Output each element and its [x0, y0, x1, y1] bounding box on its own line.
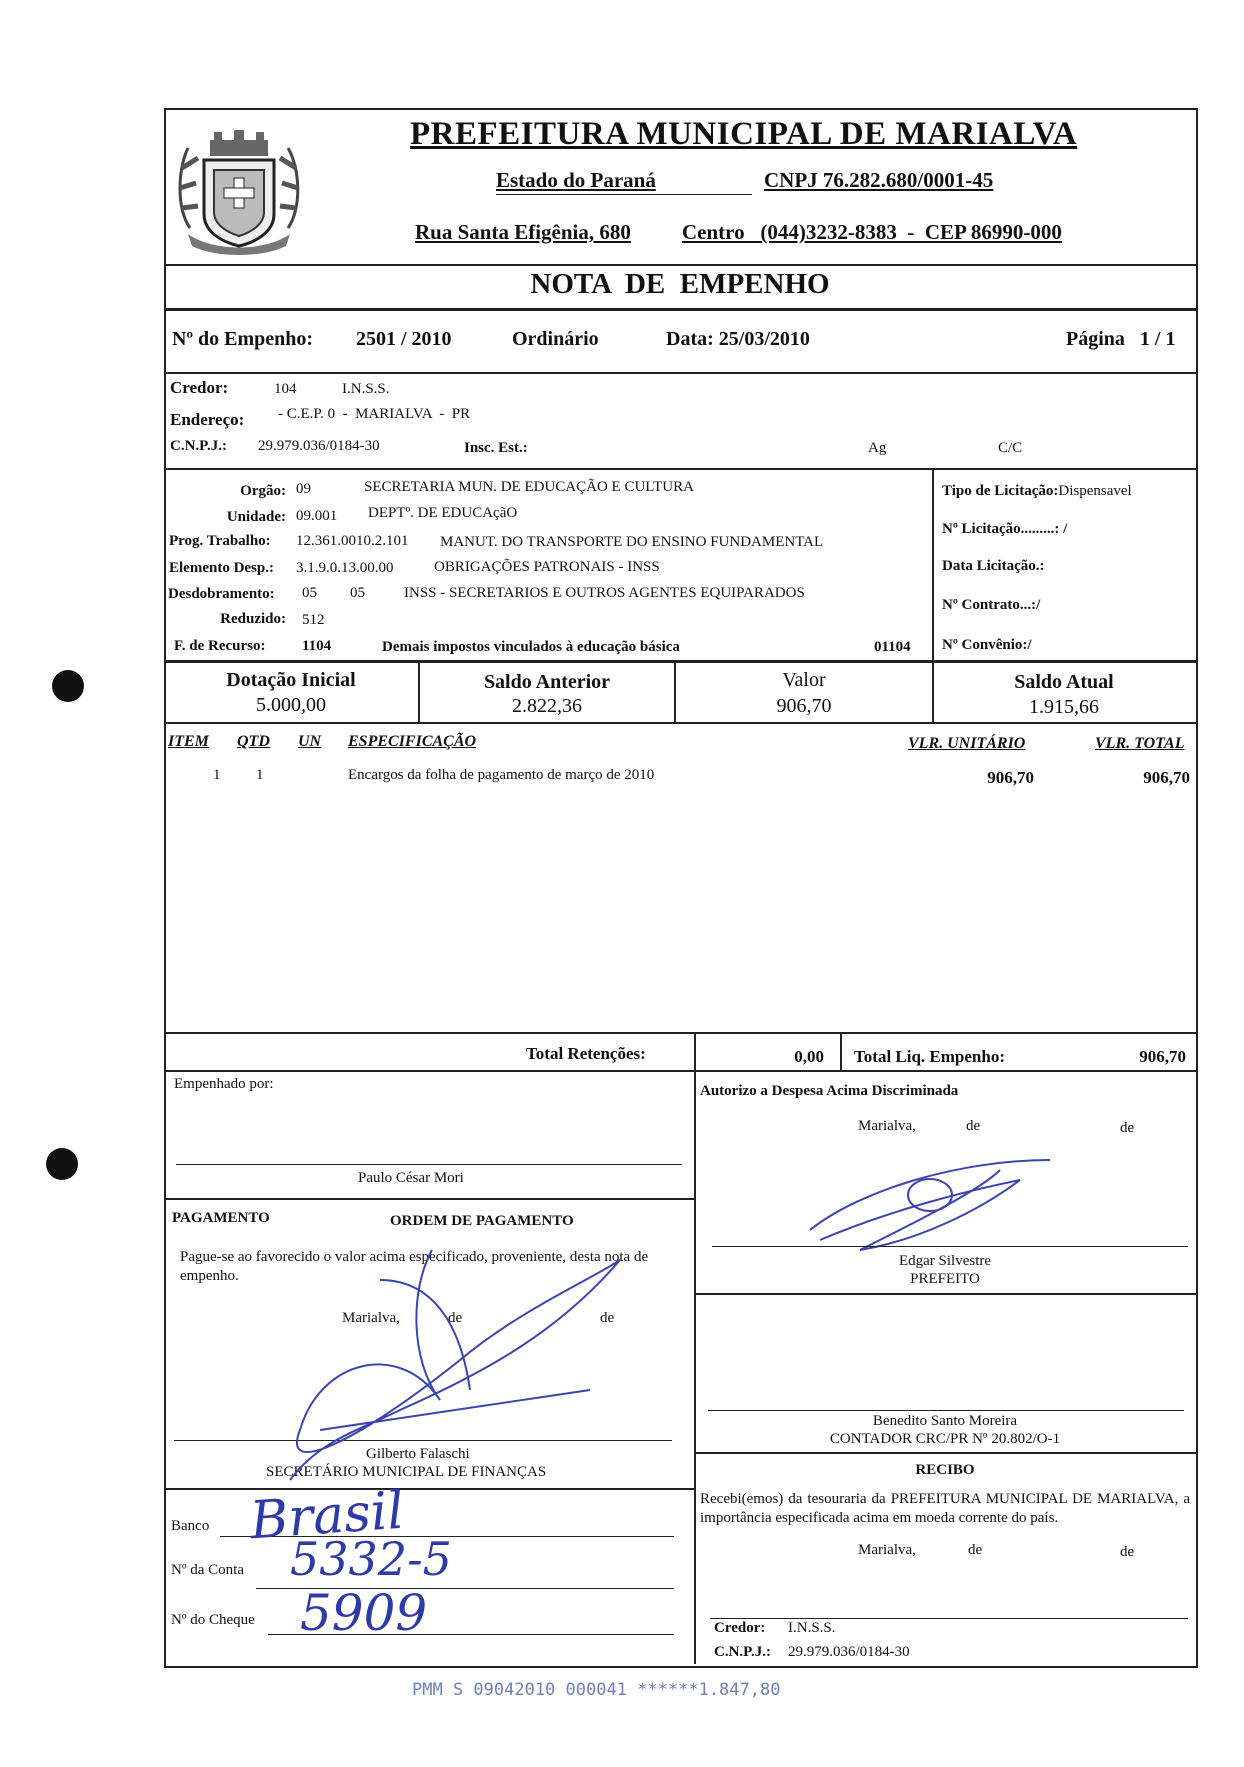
saldo-anterior-value: 2.822,36	[512, 695, 582, 717]
recurso-desc: Demais impostos vinculados à educação básica	[382, 639, 680, 655]
recibo-cnpj-label: C.N.P.J.:	[714, 1644, 771, 1660]
divider	[164, 264, 1196, 266]
ordem-pagamento-label: ORDEM DE PAGAMENTO	[390, 1213, 574, 1229]
divider	[164, 1070, 1196, 1072]
date-de-1: de	[448, 1310, 463, 1326]
col-item-header: ITEM	[168, 733, 209, 750]
empenho-number: 2501 / 2010	[356, 328, 452, 350]
contador-title: CONTADOR CRC/PR Nº 20.802/O-1	[829, 1431, 1061, 1447]
convenio-number: Nº Convênio:/	[942, 637, 1032, 653]
desdobramento-desc: INSS - SECRETARIOS E OUTROS AGENTES EQUIPARADOS	[404, 585, 805, 601]
pagamento-label: PAGAMENTO	[172, 1210, 270, 1226]
reduzido-label: Reduzido:	[220, 611, 286, 627]
valor-value: 906,70	[776, 695, 832, 717]
dotacao-label: Dotação Inicial	[226, 669, 356, 691]
date-de-4: de	[1120, 1544, 1135, 1560]
orgao-label: Orgão:	[240, 483, 286, 499]
recurso-code-2: 01104	[874, 639, 911, 655]
place-label: Marialva,	[342, 1310, 400, 1326]
recibo-title: RECIBO	[915, 1462, 975, 1478]
empenho-type: Ordinário	[512, 328, 599, 350]
prog-label: Prog. Trabalho:	[169, 533, 271, 549]
credor-cnpj: 29.979.036/0184-30	[258, 438, 380, 454]
pague-se-text: Pague-se ao favorecido o valor acima especificado, proveniente, desta nota de empenho.	[180, 1249, 649, 1284]
signature-line	[708, 1410, 1184, 1411]
credor-label: Credor:	[170, 378, 229, 397]
recibo-text: Recebi(emos) da tesouraria da PREFEITURA MUNICIPAL DE MARIALVA, a importância especificada acima em moeda corrente do país.	[700, 1491, 1190, 1526]
contract-number: Nº Contrato...:/	[942, 597, 1041, 613]
elemento-code: 3.1.9.0.13.00.00	[296, 560, 394, 576]
cashier-stamp: PMM S 09042010 000041 ******1.847,80	[412, 1680, 781, 1700]
divider-vertical	[840, 1034, 842, 1070]
licitacao-tipo: Tipo de Licitação:	[942, 483, 1059, 499]
empenhado-name: Paulo César Mori	[358, 1170, 464, 1186]
secretario-signature	[260, 1240, 660, 1490]
coat-of-arms-logo	[168, 128, 310, 260]
total-liq-label: Total Liq. Empenho:	[854, 1047, 1005, 1066]
prefeito-name: Edgar Silvestre	[898, 1253, 992, 1269]
unidade-label: Unidade:	[226, 509, 286, 525]
credor-name: I.N.S.S.	[342, 381, 390, 397]
date-de-1: de	[966, 1118, 981, 1134]
orgao-desc: SECRETARIA MUN. DE EDUCAÇÃO E CULTURA	[364, 479, 694, 495]
item-spec: Encargos da folha de pagamento de março de 2010	[348, 767, 655, 783]
empenho-label: Nº do Empenho:	[172, 328, 314, 350]
contador-name: Benedito Santo Moreira	[872, 1413, 1018, 1429]
recurso-label: F. de Recurso:	[174, 638, 266, 654]
recurso-code: 1104	[302, 638, 332, 654]
dotacao-value: 5.000,00	[256, 694, 326, 716]
licitacao-tipo-value: Dispensavel	[1058, 483, 1132, 499]
address-contact: Centro (044)3232-8383 - CEP 86990-000	[682, 220, 1062, 244]
total-liq-value: 906,70	[1139, 1047, 1186, 1066]
insc-est-label: Insc. Est.:	[464, 440, 528, 456]
col-qtd-header: QTD	[237, 733, 270, 750]
date-de-3: de	[968, 1542, 983, 1558]
divider	[164, 308, 1196, 311]
cheque-handwritten: 5909	[300, 1584, 428, 1642]
conta-label: Nº da Conta	[171, 1562, 244, 1578]
page-number: Página 1 / 1	[1066, 328, 1176, 350]
item-total-value: 906,70	[1143, 768, 1190, 787]
prog-desc: MANUT. DO TRANSPORTE DO ENSINO FUNDAMENTAL	[440, 534, 824, 550]
document-title: NOTA DE EMPENHO	[530, 268, 830, 300]
empenho-date: Data: 25/03/2010	[666, 328, 810, 350]
desdobramento-label: Desdobramento:	[168, 586, 275, 602]
empenhado-por-label: Empenhado por:	[174, 1076, 274, 1092]
desdobramento-code-2: 05	[350, 585, 365, 601]
licitacao-date: Data Licitação.:	[942, 558, 1045, 574]
col-un-header: UN	[298, 733, 322, 750]
recibo-cnpj-value: 29.979.036/0184-30	[788, 1644, 910, 1660]
col-total-header: VLR. TOTAL	[1095, 735, 1185, 752]
cheque-label: Nº do Cheque	[171, 1612, 255, 1628]
unidade-desc: DEPTº. DE EDUCAçãO	[368, 505, 518, 521]
cnpj-label: CNPJ 76.282.680/0001-45	[764, 168, 994, 192]
divider-vertical	[932, 468, 934, 662]
date-de-2: de	[600, 1310, 615, 1326]
licitacao-number: Nº Licitação.........: /	[942, 521, 1068, 537]
elemento-desc: OBRIGAÇÕES PATRONAIS - INSS	[434, 559, 660, 575]
signature-line	[712, 1246, 1188, 1247]
signature-line	[710, 1618, 1188, 1619]
item-unit-value: 906,70	[987, 768, 1034, 787]
divider	[164, 1032, 1196, 1034]
endereco-value: - C.E.P. 0 - MARIALVA - PR	[278, 406, 471, 422]
agency-label: Ag	[868, 440, 887, 456]
licitacao-tipo-label	[942, 483, 1132, 500]
secretario-name: Gilberto Falaschi	[366, 1446, 470, 1462]
divider	[164, 722, 1196, 724]
divider	[164, 372, 1196, 374]
credor-code: 104	[274, 381, 297, 397]
autorizo-label: Autorizo a Despesa Acima Discriminada	[700, 1083, 959, 1099]
saldo-atual-label: Saldo Atual	[1014, 671, 1114, 693]
prefeito-title: PREFEITO	[910, 1271, 980, 1287]
retencoes-label: Total Retenções:	[526, 1044, 646, 1063]
reduzido-value: 512	[302, 612, 325, 628]
header-rule-1	[496, 194, 752, 195]
item-qtd: 1	[256, 767, 264, 783]
divider-vertical	[694, 1070, 696, 1664]
divider-vertical	[694, 1034, 696, 1070]
state-label: Estado do Paraná	[496, 168, 656, 192]
binder-hole-top	[52, 670, 84, 702]
binder-hole-bottom	[46, 1148, 78, 1180]
item-number: 1	[213, 767, 221, 783]
desdobramento-code-1: 05	[302, 585, 317, 601]
cnpj-label: C.N.P.J.:	[170, 438, 227, 454]
municipality-title: PREFEITURA MUNICIPAL DE MARIALVA	[410, 116, 1078, 152]
divider	[164, 660, 1196, 663]
orgao-code: 09	[296, 481, 311, 497]
signature-line	[176, 1164, 682, 1165]
prog-code: 12.361.0010.2.101	[296, 533, 409, 549]
banco-label: Banco	[171, 1518, 210, 1534]
unidade-code: 09.001	[296, 508, 338, 524]
divider	[164, 468, 1196, 470]
banco-handwritten: Brasil	[248, 1480, 406, 1552]
divider	[164, 1198, 694, 1200]
prefeito-signature	[800, 1150, 1070, 1260]
recibo-credor-label: Credor:	[714, 1620, 766, 1636]
secretario-title: SECRETÁRIO MUNICIPAL DE FINANÇAS	[266, 1464, 547, 1480]
retencoes-value: 0,00	[794, 1047, 824, 1066]
elemento-label: Elemento Desp.:	[169, 560, 274, 576]
col-unit-header: VLR. UNITÁRIO	[908, 735, 1026, 752]
saldo-atual-value: 1.915,66	[1029, 696, 1099, 718]
account-label: C/C	[998, 440, 1023, 456]
endereco-label: Endereço:	[170, 410, 245, 429]
col-spec-header: ESPECIFICAÇÃO	[348, 733, 477, 750]
valor-label: Valor	[782, 669, 826, 691]
place-label: Marialva,	[858, 1542, 916, 1558]
recibo-credor-value: I.N.S.S.	[788, 1620, 836, 1636]
saldo-anterior-label: Saldo Anterior	[483, 671, 611, 693]
address-label: Rua Santa Efigênia, 680	[415, 220, 631, 244]
conta-handwritten: 5332-5	[290, 1532, 452, 1586]
divider	[696, 1452, 1196, 1454]
place-label: Marialva,	[858, 1118, 916, 1134]
divider	[696, 1293, 1196, 1295]
date-de-2: de	[1120, 1120, 1135, 1136]
